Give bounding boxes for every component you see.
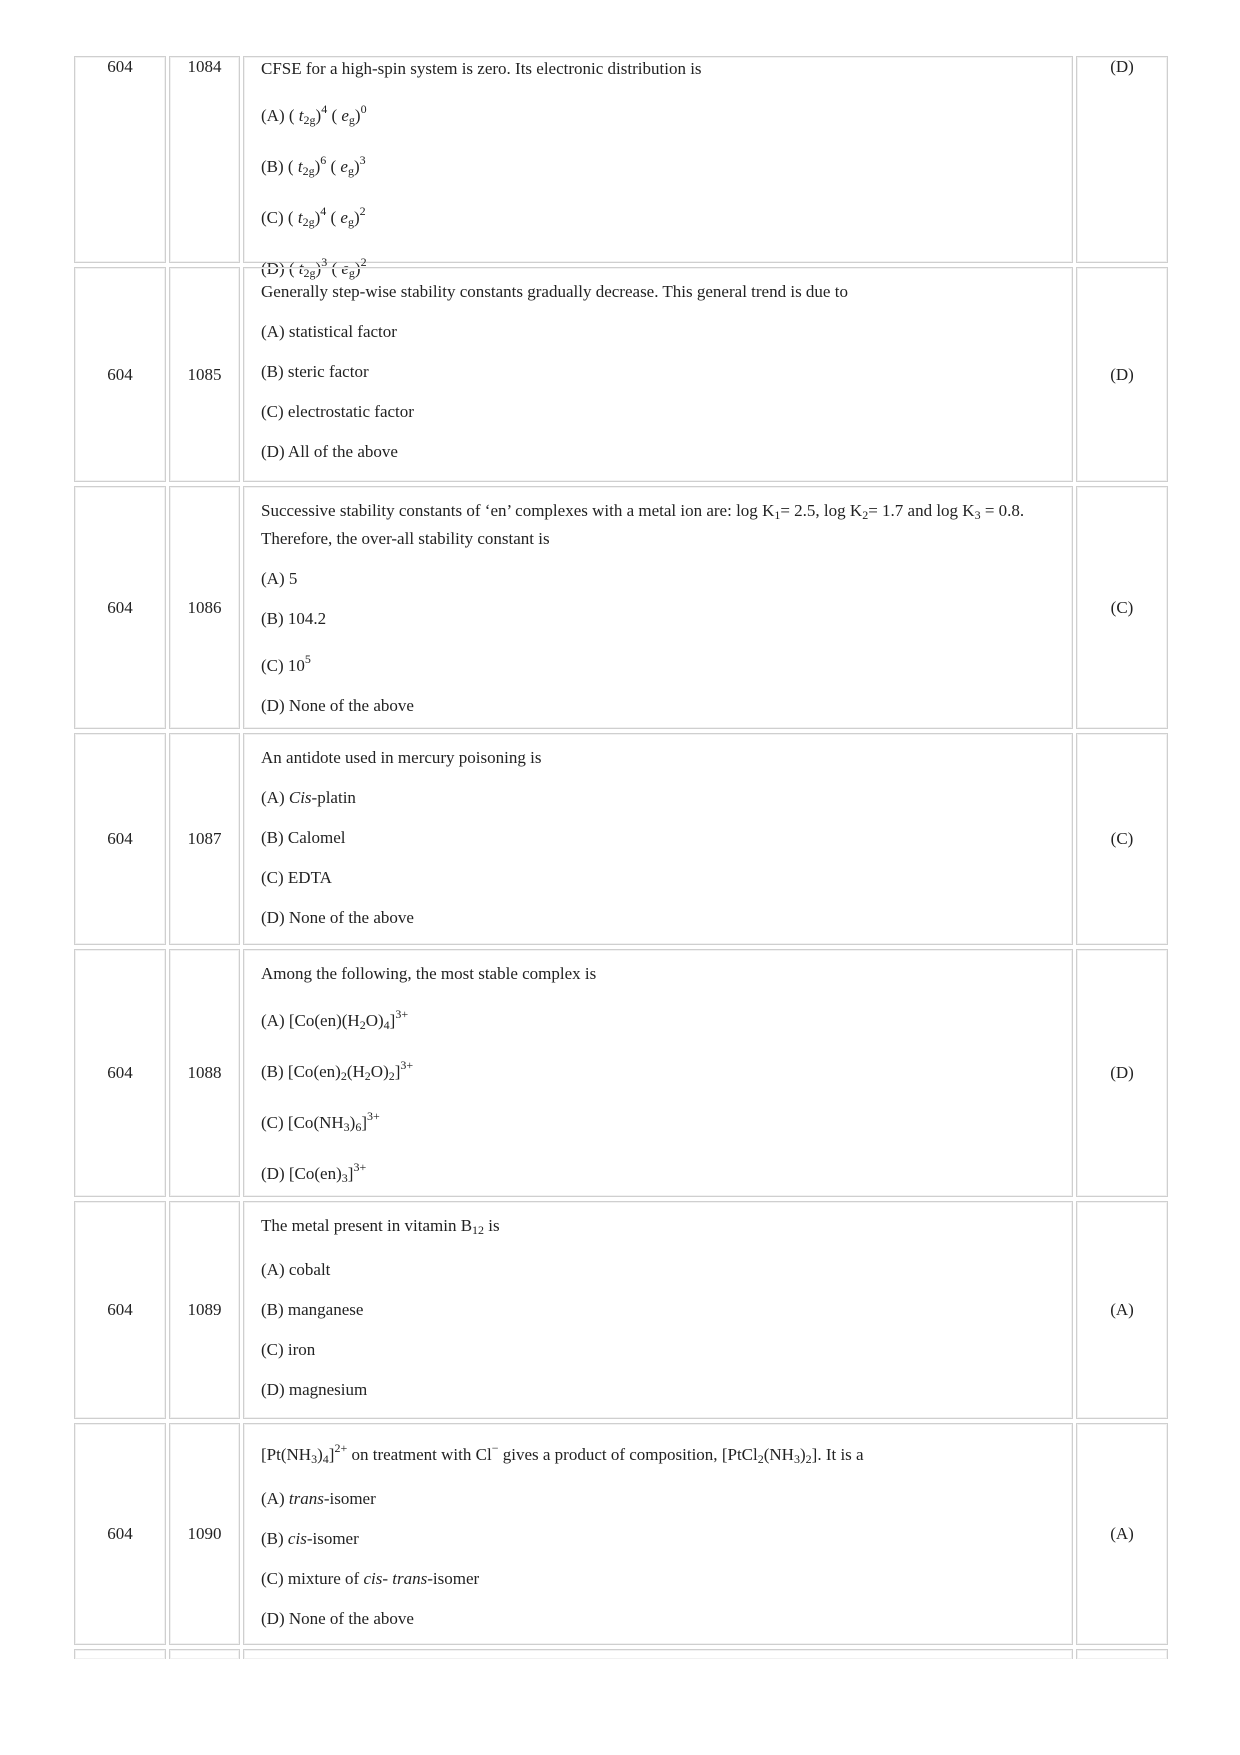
question-number-cell — [169, 1423, 240, 1645]
question-cell — [243, 267, 1073, 482]
option-a: (A) Cis-platin — [261, 788, 356, 807]
question-text: $[Pt(NH_3)_4]^{2+}$ on treatment with Cl− gives a product of composition, $[PtCl_2(NH_3)_2]$. It is a — [261, 1441, 864, 1466]
question-cell — [243, 1201, 1073, 1419]
question-number-cell — [169, 267, 240, 482]
option-d: (D) None of the above — [261, 696, 414, 715]
unit-code: 604 — [107, 57, 133, 76]
question-number: 1089 — [187, 1300, 222, 1319]
table-row — [74, 56, 1168, 280]
option-b: (B) steric factor — [261, 362, 369, 381]
answer-key: (A) — [1110, 1524, 1134, 1543]
unit-cell — [74, 56, 166, 263]
question-number: 1088 — [187, 1063, 222, 1082]
question-table — [74, 58, 1168, 1663]
table-row — [74, 267, 1168, 482]
answer-cell — [1076, 1649, 1168, 1659]
option-a: (A) trans-isomer — [261, 1489, 376, 1508]
answer-key: (D) — [1110, 1063, 1134, 1082]
unit-code: 604 — [107, 829, 133, 848]
question-cell — [243, 949, 1073, 1197]
option-c: (C) iron — [261, 1340, 316, 1359]
question-number: 1087 — [187, 829, 222, 848]
option-d: (D) ( $t_{2g})^3$ ( $e_g)^2$ — [261, 255, 367, 280]
unit-cell — [74, 1201, 166, 1419]
option-c: (C) ( $t_{2g})^4$ ( $e_g)^2$ — [261, 204, 366, 229]
option-d: (D) $[Co(en)_3]^{3+}$ — [261, 1160, 367, 1185]
answer-key: (A) — [1110, 1300, 1134, 1319]
unit-code: 604 — [107, 1524, 133, 1543]
option-b: (B) 104.2 — [261, 609, 327, 628]
question-cell — [243, 1423, 1073, 1645]
question-number-cell — [169, 1201, 240, 1419]
question-number-cell — [169, 56, 240, 263]
table-row — [74, 1201, 1168, 1419]
table-row — [74, 733, 1168, 945]
question-cell — [243, 733, 1073, 945]
answer-cell — [1076, 1423, 1168, 1645]
answer-cell — [1076, 56, 1168, 263]
option-a: (A) cobalt — [261, 1260, 331, 1279]
answer-cell — [1076, 267, 1168, 482]
option-d: (D) None of the above — [261, 908, 414, 927]
table-row — [74, 949, 1168, 1197]
option-c: (C) EDTA — [261, 868, 332, 887]
unit-cell — [74, 733, 166, 945]
option-c: (C) $[Co(NH_3)_6]^{3+}$ — [261, 1109, 380, 1134]
option-b: (B) Calomel — [261, 828, 346, 847]
option-a: (A) statistical factor — [261, 322, 397, 341]
question-number-cell — [169, 949, 240, 1197]
option-c: (C) mixture of cis- trans-isomer — [261, 1569, 480, 1588]
question-text: Generally step-wise stability constants gradually decrease. This general trend is due to — [261, 282, 848, 301]
question-text: The metal present in vitamin $B_{12}$ is — [261, 1216, 500, 1237]
option-b: (B) manganese — [261, 1300, 364, 1319]
option-d: (D) All of the above — [261, 442, 398, 461]
unit-code: 604 — [107, 1300, 133, 1319]
answer-cell — [1076, 949, 1168, 1197]
option-a: (A) ( $t_{2g})^4$ ( $e_g)^0$ — [261, 102, 367, 127]
option-b: (B) $[Co(en)_2(H_2O)_2]^{3+}$ — [261, 1058, 414, 1083]
question-number: 1084 — [187, 57, 222, 76]
question-text: Among the following, the most stable complex is — [261, 964, 597, 983]
option-c: (C) $10^5$ — [261, 652, 311, 675]
answer-cell — [1076, 733, 1168, 945]
question-number-cell — [169, 1649, 240, 1659]
table-row-partial — [74, 1649, 1168, 1659]
answer-cell — [1076, 1201, 1168, 1419]
unit-code: 604 — [107, 597, 133, 617]
question-cell — [243, 486, 1073, 729]
table-row — [74, 1423, 1168, 1645]
table-row — [74, 486, 1168, 729]
answer-key: (C) — [1110, 597, 1134, 617]
unit-cell — [74, 267, 166, 482]
option-a: (A) 5 — [261, 569, 298, 588]
question-text: CFSE for a high-spin system is zero. Its electronic distribution is — [261, 59, 702, 78]
question-text: Successive stability constants of ‘en’ complexes with a metal ion are: $\log K_1= 2.5$, $\log K_2= 1.7$ and $\log K_3 = 0.8$. Therefore, the over-all stability constant is — [261, 501, 1025, 548]
question-number-cell — [169, 733, 240, 945]
unit-cell — [74, 1649, 166, 1659]
option-b: (B) ( $t_{2g})^6$ ( $e_g)^3$ — [261, 153, 366, 178]
answer-key: (D) — [1110, 364, 1134, 384]
question-cell — [243, 1649, 1073, 1659]
unit-code: 604 — [107, 364, 133, 384]
unit-cell — [74, 949, 166, 1197]
option-d: (D) magnesium — [261, 1380, 368, 1399]
answer-key: (C) — [1110, 829, 1134, 848]
question-cell — [243, 56, 1073, 280]
question-number: 1085 — [187, 364, 222, 384]
question-number: 1086 — [187, 597, 222, 617]
unit-cell — [74, 486, 166, 729]
question-number-cell — [169, 486, 240, 729]
answer-key: (D) — [1110, 57, 1134, 76]
unit-cell — [74, 1423, 166, 1645]
option-b: (B) cis-isomer — [261, 1529, 359, 1548]
option-a: (A) $[Co(en)(H_2O)_4]^{3+}$ — [261, 1007, 409, 1032]
answer-cell — [1076, 486, 1168, 729]
unit-code: 604 — [107, 1063, 133, 1082]
question-number: 1090 — [187, 1524, 222, 1543]
option-d: (D) None of the above — [261, 1609, 414, 1628]
question-text: An antidote used in mercury poisoning is — [261, 748, 542, 767]
option-c: (C) electrostatic factor — [261, 402, 414, 421]
